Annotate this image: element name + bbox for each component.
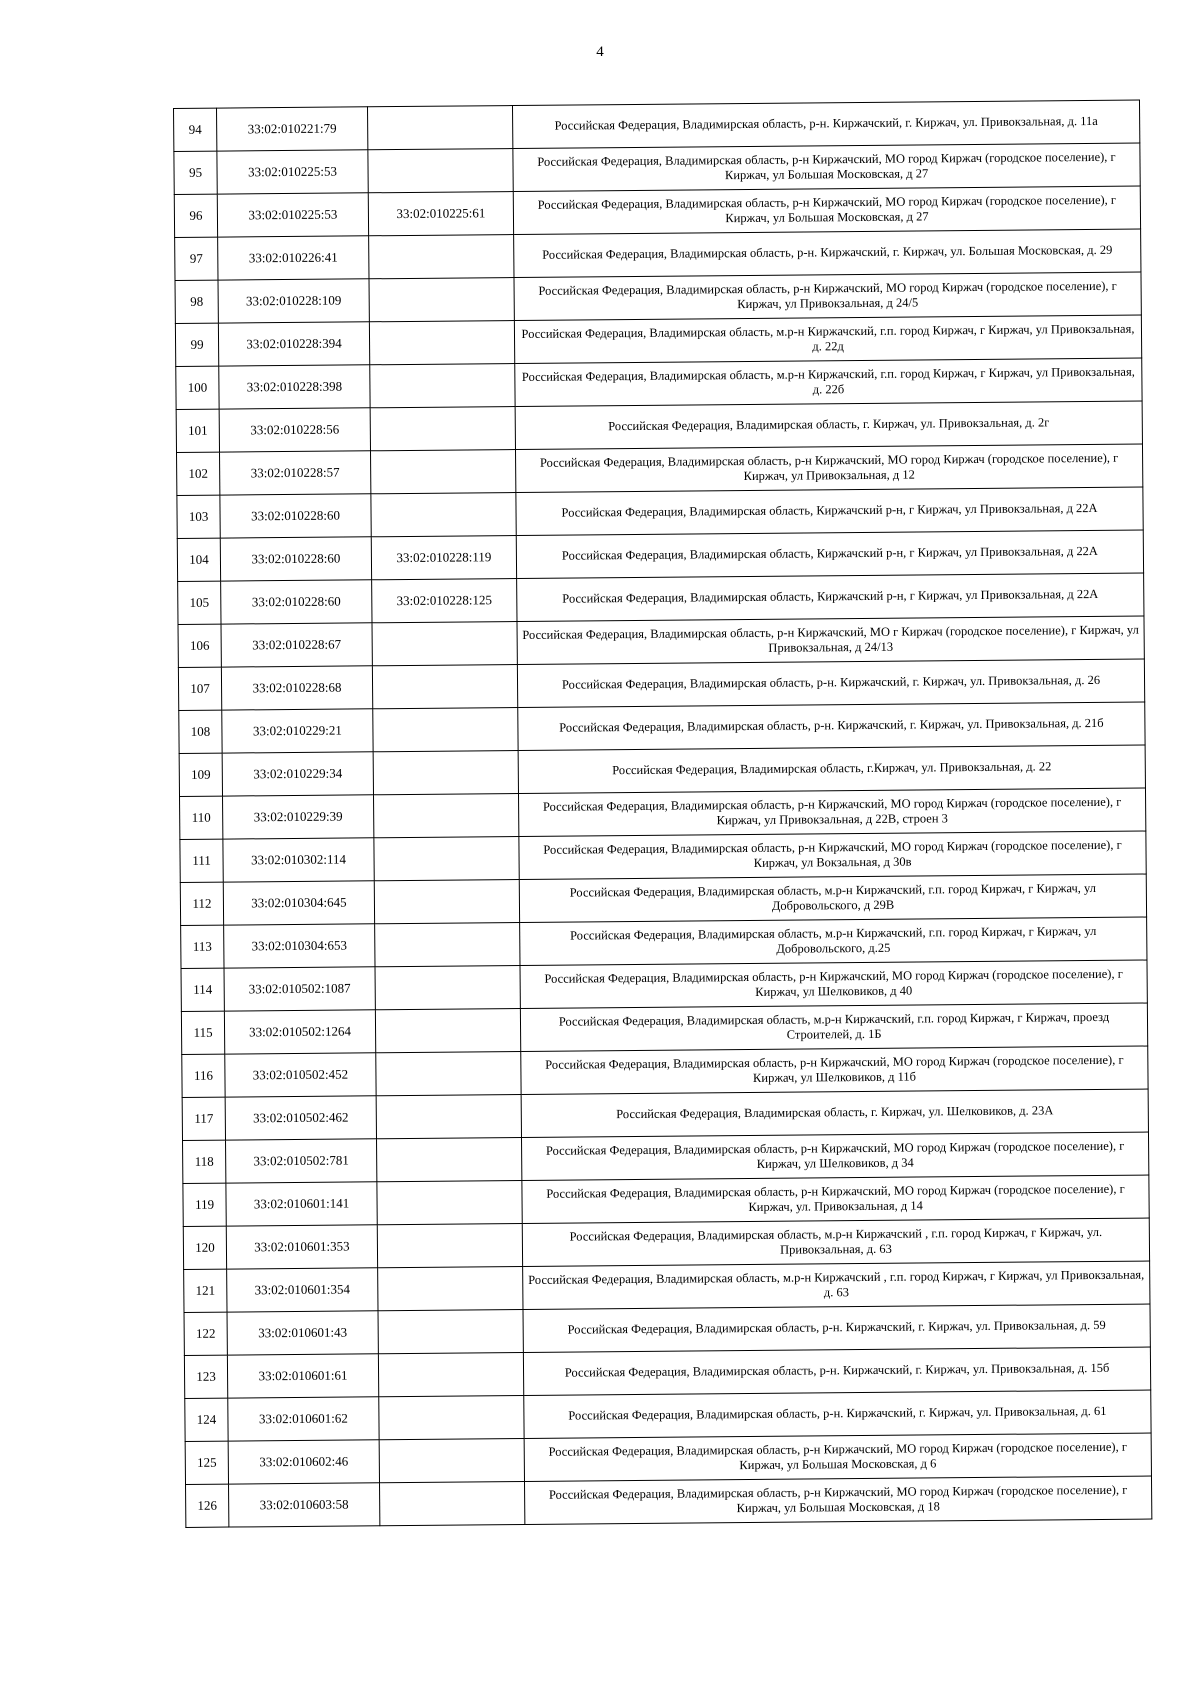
cadastral-number-cell: 33:02:010228:60: [220, 494, 371, 538]
table-body: [174, 100, 1152, 1527]
related-cadastral-number-cell: [375, 1009, 520, 1053]
row-number-cell: 117: [182, 1097, 225, 1140]
address-cell: Российская Федерация, Владимирская область, м.р-н Киржачский, г.п. город Киржач, г Киржач, ул Привокзальная, д. 22б: [515, 358, 1142, 406]
related-cadastral-number-cell: [369, 321, 514, 365]
row-number-cell: 119: [183, 1183, 226, 1226]
related-cadastral-number-cell: [373, 751, 518, 795]
cadastral-number-cell: 33:02:010304:645: [223, 881, 374, 925]
address-cell: Российская Федерация, Владимирская область, р-н Киржачский, МО город Киржач (городское поселение), г Киржач, ул Большая Московская, д 6: [524, 1433, 1151, 1481]
address-cell: Российская Федерация, Владимирская область, р-н Киржачский, МО г Киржач (городское поселение), г Киржач, ул Привокзальная, д 24/13: [517, 616, 1144, 664]
address-cell: Российская Федерация, Владимирская область, р-н. Киржачский, г. Киржач, ул. Привокзальная, д. 61: [524, 1390, 1151, 1438]
cadastral-number-cell: 33:02:010302:114: [223, 838, 374, 882]
cadastral-number-cell: 33:02:010228:68: [221, 666, 372, 710]
related-cadastral-number-cell: 33:02:010228:125: [372, 579, 517, 623]
row-number-cell: 111: [180, 839, 223, 882]
page-number: 4: [596, 44, 604, 60]
address-cell: Российская Федерация, Владимирская область, Киржачский р-н, г Киржач, ул Привокзальная, д 22А: [516, 530, 1143, 578]
related-cadastral-number-cell: [376, 1052, 521, 1096]
cadastral-number-cell: 33:02:010601:354: [227, 1268, 378, 1312]
related-cadastral-number-cell: [377, 1180, 522, 1224]
cadastral-number-cell: 33:02:010229:21: [222, 709, 373, 753]
related-cadastral-number-cell: [380, 1481, 525, 1525]
row-number-cell: 103: [177, 495, 220, 538]
row-number-cell: 118: [183, 1140, 226, 1183]
related-cadastral-number-cell: [374, 794, 519, 838]
cadastral-number-cell: 33:02:010228:67: [221, 623, 372, 667]
related-cadastral-number-cell: [379, 1438, 524, 1482]
row-number-cell: 102: [177, 452, 220, 495]
related-cadastral-number-cell: [368, 149, 513, 193]
cadastral-number-cell: 33:02:010603:58: [229, 1483, 380, 1527]
related-cadastral-number-cell: [378, 1352, 523, 1396]
address-cell: Российская Федерация, Владимирская область, р-н Киржачский, МО город Киржач (городское поселение), г Киржач, ул Большая Московская, д 27: [513, 186, 1140, 234]
row-number-cell: 94: [174, 108, 217, 151]
row-number-cell: 95: [174, 151, 217, 194]
address-cell: Российская Федерация, Владимирская область, м.р-н Киржачский, г.п. город Киржач, г Киржач, ул Добровольского, д 29В: [519, 874, 1146, 922]
cadastral-number-cell: 33:02:010601:353: [226, 1225, 377, 1269]
address-cell: Российская Федерация, Владимирская область, р-н. Киржачский, г. Киржач, ул. Привокзальная, д. 59: [523, 1304, 1150, 1352]
related-cadastral-number-cell: [376, 1094, 521, 1138]
address-cell: Российская Федерация, Владимирская область, р-н Киржачский, МО город Киржач (городское поселение), г Киржач, ул Привокзальная, д 12: [515, 444, 1142, 492]
cadastral-number-cell: 33:02:010502:781: [226, 1139, 377, 1183]
related-cadastral-number-cell: [379, 1395, 524, 1439]
related-cadastral-number-cell: [375, 923, 520, 967]
row-number-cell: 109: [179, 753, 222, 796]
related-cadastral-number-cell: [370, 450, 515, 494]
cadastral-number-cell: 33:02:010502:452: [225, 1053, 376, 1097]
row-number-cell: 114: [181, 968, 224, 1011]
address-cell: Российская Федерация, Владимирская область, м.р-н Киржачский, г.п. город Киржач, г Киржач, ул Добровольского, д.25: [520, 917, 1147, 965]
row-number-cell: 101: [176, 409, 219, 452]
cadastral-number-cell: 33:02:010228:56: [219, 408, 370, 452]
cadastral-number-cell: 33:02:010601:141: [226, 1182, 377, 1226]
row-number-cell: 120: [183, 1226, 226, 1269]
row-number-cell: 108: [179, 710, 222, 753]
related-cadastral-number-cell: [372, 665, 517, 709]
cadastral-number-cell: 33:02:010304:653: [224, 924, 375, 968]
land-plots-table: [173, 100, 1152, 1528]
cadastral-number-cell: 33:02:010601:62: [228, 1397, 379, 1441]
related-cadastral-number-cell: [369, 278, 514, 322]
address-cell: Российская Федерация, Владимирская область, р-н Киржачский, МО город Киржач (городское поселение), г Киржач, ул Шелковиков, д 11б: [521, 1046, 1148, 1094]
row-number-cell: 115: [181, 1011, 224, 1054]
address-cell: Российская Федерация, Владимирская область, р-н Киржачский, МО город Киржач (городское поселение), г Киржач, ул Шелковиков, д 40: [520, 960, 1147, 1008]
related-cadastral-number-cell: [374, 880, 519, 924]
address-cell: Российская Федерация, Владимирская область, Киржачский р-н, г Киржач, ул Привокзальная, д 22А: [516, 487, 1143, 535]
related-cadastral-number-cell: [374, 837, 519, 881]
row-number-cell: 126: [186, 1484, 229, 1527]
address-cell: Российская Федерация, Владимирская область, р-н. Киржачский, г. Киржач, ул. Привокзальная, д. 15б: [523, 1347, 1150, 1395]
related-cadastral-number-cell: [373, 708, 518, 752]
address-cell: Российская Федерация, Владимирская область, р-н Киржачский, МО город Киржач (городское поселение), г Киржач, ул Вокзальная, д 30в: [519, 831, 1146, 879]
row-number-cell: 105: [178, 581, 221, 624]
row-number-cell: 124: [185, 1398, 228, 1441]
address-cell: Российская Федерация, Владимирская область, р-н. Киржачский, г. Киржач, ул. Привокзальная, д. 11а: [512, 100, 1139, 148]
related-cadastral-number-cell: [371, 493, 516, 537]
cadastral-number-cell: 33:02:010502:462: [225, 1096, 376, 1140]
related-cadastral-number-cell: 33:02:010228:119: [371, 536, 516, 580]
address-cell: Российская Федерация, Владимирская область, р-н Киржачский, МО город Киржач (городское поселение), г Киржач, ул Большая Московская, д 27: [513, 143, 1140, 191]
row-number-cell: 107: [178, 667, 221, 710]
cadastral-number-cell: 33:02:010229:39: [223, 795, 374, 839]
cadastral-number-cell: 33:02:010228:398: [219, 365, 370, 409]
row-number-cell: 122: [184, 1312, 227, 1355]
related-cadastral-number-cell: [370, 364, 515, 408]
address-cell: Российская Федерация, Владимирская область, г. Киржач, ул. Привокзальная, д. 2г: [515, 401, 1142, 449]
address-cell: Российская Федерация, Владимирская область, м.р-н Киржачский , г.п. город Киржач, г Киржач, ул. Привокзальная, д. 63: [522, 1218, 1149, 1266]
row-number-cell: 110: [180, 796, 223, 839]
cadastral-number-cell: 33:02:010225:53: [217, 150, 368, 194]
address-cell: Российская Федерация, Владимирская область, г. Киржач, ул. Шелковиков, д. 23А: [521, 1089, 1148, 1137]
address-cell: Российская Федерация, Владимирская область, м.р-н Киржачский, г.п. город Киржач, г Киржач, проезд Строителей, д. 1Б: [520, 1003, 1147, 1051]
address-cell: Российская Федерация, Владимирская область, р-н. Киржачский, г. Киржач, ул. Большая Московская, д. 29: [514, 229, 1141, 277]
address-cell: Российская Федерация, Владимирская область, г.Киржач, ул. Привокзальная, д. 22: [518, 745, 1145, 793]
row-number-cell: 121: [184, 1269, 227, 1312]
related-cadastral-number-cell: [369, 235, 514, 279]
related-cadastral-number-cell: [377, 1137, 522, 1181]
row-number-cell: 98: [175, 280, 218, 323]
cadastral-number-cell: 33:02:010225:53: [217, 193, 368, 237]
related-cadastral-number-cell: [372, 622, 517, 666]
cadastral-number-cell: 33:02:010228:60: [220, 537, 371, 581]
row-number-cell: 125: [185, 1441, 228, 1484]
address-cell: Российская Федерация, Владимирская область, р-н Киржачский, МО город Киржач (городское поселение), г Киржач, ул Шелковиков, д 34: [521, 1132, 1148, 1180]
cadastral-number-cell: 33:02:010228:109: [218, 279, 369, 323]
cadastral-number-cell: 33:02:010228:57: [220, 451, 371, 495]
cadastral-number-cell: 33:02:010601:43: [227, 1311, 378, 1355]
address-cell: Российская Федерация, Владимирская область, м.р-н Киржачский, г.п. город Киржач, г Киржач, ул Привокзальная, д. 22д: [514, 315, 1141, 363]
row-number-cell: 112: [180, 882, 223, 925]
row-number-cell: 104: [177, 538, 220, 581]
related-cadastral-number-cell: [378, 1266, 523, 1310]
related-cadastral-number-cell: [378, 1309, 523, 1353]
address-cell: Российская Федерация, Владимирская область, р-н. Киржачский, г. Киржач, ул. Привокзальная, д. 26: [517, 659, 1144, 707]
cadastral-number-cell: 33:02:010221:79: [217, 107, 368, 151]
table-row: [186, 1476, 1152, 1527]
related-cadastral-number-cell: [377, 1223, 522, 1267]
cadastral-number-cell: 33:02:010601:61: [227, 1354, 378, 1398]
cadastral-number-cell: 33:02:010502:1087: [224, 967, 375, 1011]
address-cell: Российская Федерация, Владимирская область, р-н Киржачский, МО город Киржач (городское поселение), г Киржач, ул Привокзальная, д 24/5: [514, 272, 1141, 320]
related-cadastral-number-cell: 33:02:010225:61: [368, 192, 513, 236]
row-number-cell: 123: [184, 1355, 227, 1398]
row-number-cell: 106: [178, 624, 221, 667]
cadastral-number-cell: 33:02:010228:60: [221, 580, 372, 624]
row-number-cell: 100: [176, 366, 219, 409]
address-cell: Российская Федерация, Владимирская область, р-н. Киржачский, г. Киржач, ул. Привокзальная, д. 21б: [518, 702, 1145, 750]
row-number-cell: 97: [175, 237, 218, 280]
address-cell: Российская Федерация, Владимирская область, Киржачский р-н, г Киржач, ул Привокзальная, д 22А: [517, 573, 1144, 621]
address-cell: Российская Федерация, Владимирская область, р-н Киржачский, МО город Киржач (городское поселение), г Киржач, ул Большая Московская, д 18: [524, 1476, 1151, 1524]
cadastral-number-cell: 33:02:010228:394: [218, 322, 369, 366]
address-cell: Российская Федерация, Владимирская область, р-н Киржачский, МО город Киржач (городское поселение), г Киржач, ул Привокзальная, д 22В, строен 3: [518, 788, 1145, 836]
cadastral-number-cell: 33:02:010502:1264: [224, 1010, 375, 1054]
related-cadastral-number-cell: [367, 106, 512, 150]
row-number-cell: 96: [174, 194, 217, 237]
row-number-cell: 99: [175, 323, 218, 366]
related-cadastral-number-cell: [375, 966, 520, 1010]
cadastral-number-cell: 33:02:010226:41: [218, 236, 369, 280]
related-cadastral-number-cell: [370, 407, 515, 451]
cadastral-number-cell: 33:02:010229:34: [222, 752, 373, 796]
row-number-cell: 113: [181, 925, 224, 968]
cadastral-number-cell: 33:02:010602:46: [228, 1440, 379, 1484]
address-cell: Российская Федерация, Владимирская область, р-н Киржачский, МО город Киржач (городское поселение), г Киржач, ул. Привокзальная, д 14: [522, 1175, 1149, 1223]
row-number-cell: 116: [182, 1054, 225, 1097]
address-cell: Российская Федерация, Владимирская область, м.р-н Киржачский , г.п. город Киржач, г Киржач, ул Привокзальная, д. 63: [523, 1261, 1150, 1309]
